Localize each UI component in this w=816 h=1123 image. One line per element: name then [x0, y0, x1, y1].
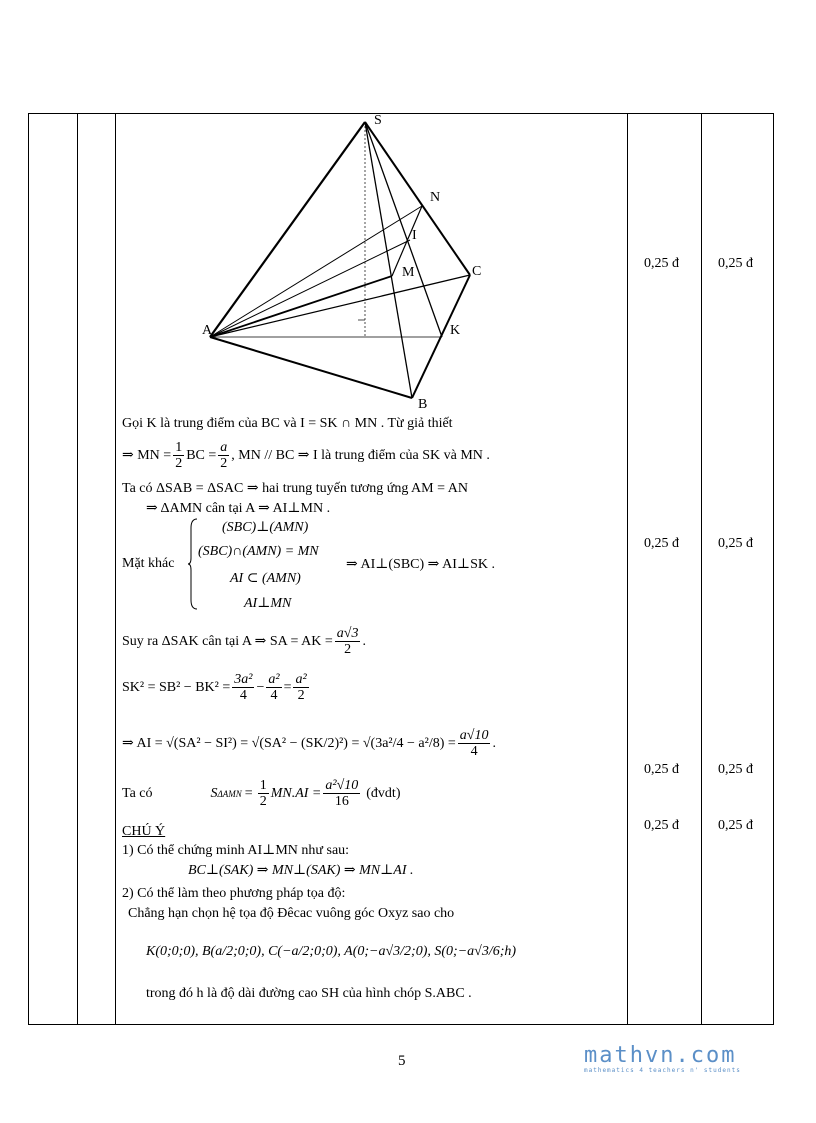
line-area: [122, 778, 400, 809]
score-4-col1: 0,25 đ: [644, 818, 679, 833]
area-mn-ai: MN.AI =: [270, 785, 322, 801]
pyramid-figure: [0, 0, 816, 420]
edge-SA: [210, 122, 365, 337]
label-M: M: [402, 265, 415, 280]
system-line-1: (SBC)⊥(AMN): [222, 520, 309, 535]
system-line-4: AI⊥MN: [244, 596, 292, 611]
logo-title: mathvn.com: [584, 1043, 737, 1068]
label-S: S: [374, 113, 382, 128]
label-I: I: [412, 228, 417, 243]
frac-a-half: $\frac{a}{2}$: [220, 440, 228, 471]
frac-half: $\frac{1}{2}$: [175, 440, 183, 471]
area-lead: Ta có: [122, 785, 153, 801]
segment-AI: [210, 240, 410, 337]
ai-text: ⇒ AI = √(SA² − SI²) = √(SA² − (SK/2)²) = √(3a²/4 − a²/8) =: [122, 736, 456, 751]
line-MN: [122, 440, 490, 471]
frac-a-sqrt3-2: $\frac{a√3}{2}$: [336, 626, 359, 657]
line-isosceles-AMN: ⇒ ΔAMN cân tại A ⇒ AI⊥MN .: [146, 501, 331, 516]
frac-half-area: $\frac{1}{2}$: [259, 778, 267, 809]
sk-text: SK² = SB² − BK² =: [122, 679, 231, 695]
system-brace: [188, 518, 198, 610]
edge-AB: [210, 337, 412, 398]
line-SK-squared: SK² = SB² − BK² = $\frac{\text{3a²}}{4}$ − $\frac{\text{a²}}{4}$ = $\frac{\text{a²}}{2}$: [122, 672, 307, 703]
score-2-col2: 0,25 đ: [718, 536, 753, 551]
edge-SB: [365, 122, 415, 398]
area-S: S: [210, 785, 218, 801]
edge-BC: [412, 275, 470, 398]
frac-a-sqrt10-4: $\frac{a√10}{4}$: [459, 728, 489, 759]
note-1-proof: BC⊥(SAK) ⇒ MN⊥(SAK) ⇒ MN⊥AI .: [188, 863, 414, 878]
label-mat-khac: Mặt khác: [122, 556, 175, 571]
score-3-col2: 0,25 đ: [718, 762, 753, 777]
mn-bc: BC =: [186, 447, 217, 463]
system-conclusion: ⇒ AI⊥(SBC) ⇒ AI⊥SK .: [346, 557, 495, 572]
score-3-col1: 0,25 đ: [644, 762, 679, 777]
segment-SK: [365, 122, 442, 337]
line-SA-AK: Suy ra ΔSAK cân tại A ⇒ SA = AK = $\frac{a√3}{2}$ .: [122, 626, 366, 657]
label-N: N: [430, 190, 441, 205]
edge-SC: [365, 122, 470, 275]
system-line-2: (SBC)∩(AMN) = MN: [198, 544, 319, 559]
note-2: 2) Có thể làm theo phương pháp tọa độ:: [122, 886, 346, 901]
score-4-col2: 0,25 đ: [718, 818, 753, 833]
score-1-col1: 0,25 đ: [644, 256, 679, 271]
note-2-coord-system: Chẳng hạn chọn hệ tọa độ Đêcac vuông góc Oxyz sao cho: [128, 906, 455, 921]
system-line-3: AI ⊂ (AMN): [230, 571, 301, 586]
note-heading: CHÚ Ý: [122, 824, 166, 839]
note-2-coordinates: K(0;0;0), B(a/2;0;0), C(−a/2;0;0), A(0;−a√3/2;0), S(0;−a√3/6;h): [146, 944, 517, 959]
sa-ak-text: Suy ra ΔSAK cân tại A ⇒ SA = AK =: [122, 634, 333, 649]
frac-a2-2: $\frac{\text{a²}}{2}$: [295, 672, 307, 703]
area-unit: (đvdt): [366, 785, 401, 801]
area-eq: =: [244, 785, 253, 801]
line-triangles-equal: Ta có ΔSAB = ΔSAC ⇒ hai trung tuyến tương ứng AM = AN: [122, 481, 468, 496]
note-2-height: trong đó h là độ dài đường cao SH của hình chóp S.ABC .: [146, 986, 472, 1001]
frac-area-value: $\frac{\text{a²√10}}{16}$: [325, 778, 359, 809]
label-K: K: [450, 323, 461, 338]
score-2-col1: 0,25 đ: [644, 536, 679, 551]
line-AI-length: ⇒ AI = √(SA² − SI²) = √(SA² − (SK/2)²) = √(3a²/4 − a²/8) = $\frac{a√10}{4}$ .: [122, 728, 496, 759]
frac-3a2-4: $\frac{\text{3a²}}{4}$: [234, 672, 253, 703]
note-1: 1) Có thể chứng minh AI⊥MN như sau:: [122, 843, 350, 858]
page-number: 5: [398, 1053, 406, 1069]
label-C: C: [472, 264, 482, 279]
line-define-K: Gọi K là trung điểm của BC và I = SK ∩ MN . Từ giả thiết: [122, 416, 453, 431]
label-A: A: [202, 323, 213, 338]
mathvn-logo: [584, 1045, 741, 1074]
area-sub: ΔAMN: [217, 788, 242, 799]
logo-tagline: mathematics 4 teachers n' students: [584, 1067, 741, 1074]
mn-lhs: ⇒ MN =: [122, 448, 172, 463]
label-B: B: [418, 397, 428, 412]
mn-rest: , MN // BC ⇒ I là trung điểm của SK và MN .: [231, 448, 490, 463]
frac-a2-4: $\frac{\text{a²}}{4}$: [268, 672, 280, 703]
score-1-col2: 0,25 đ: [718, 256, 753, 271]
